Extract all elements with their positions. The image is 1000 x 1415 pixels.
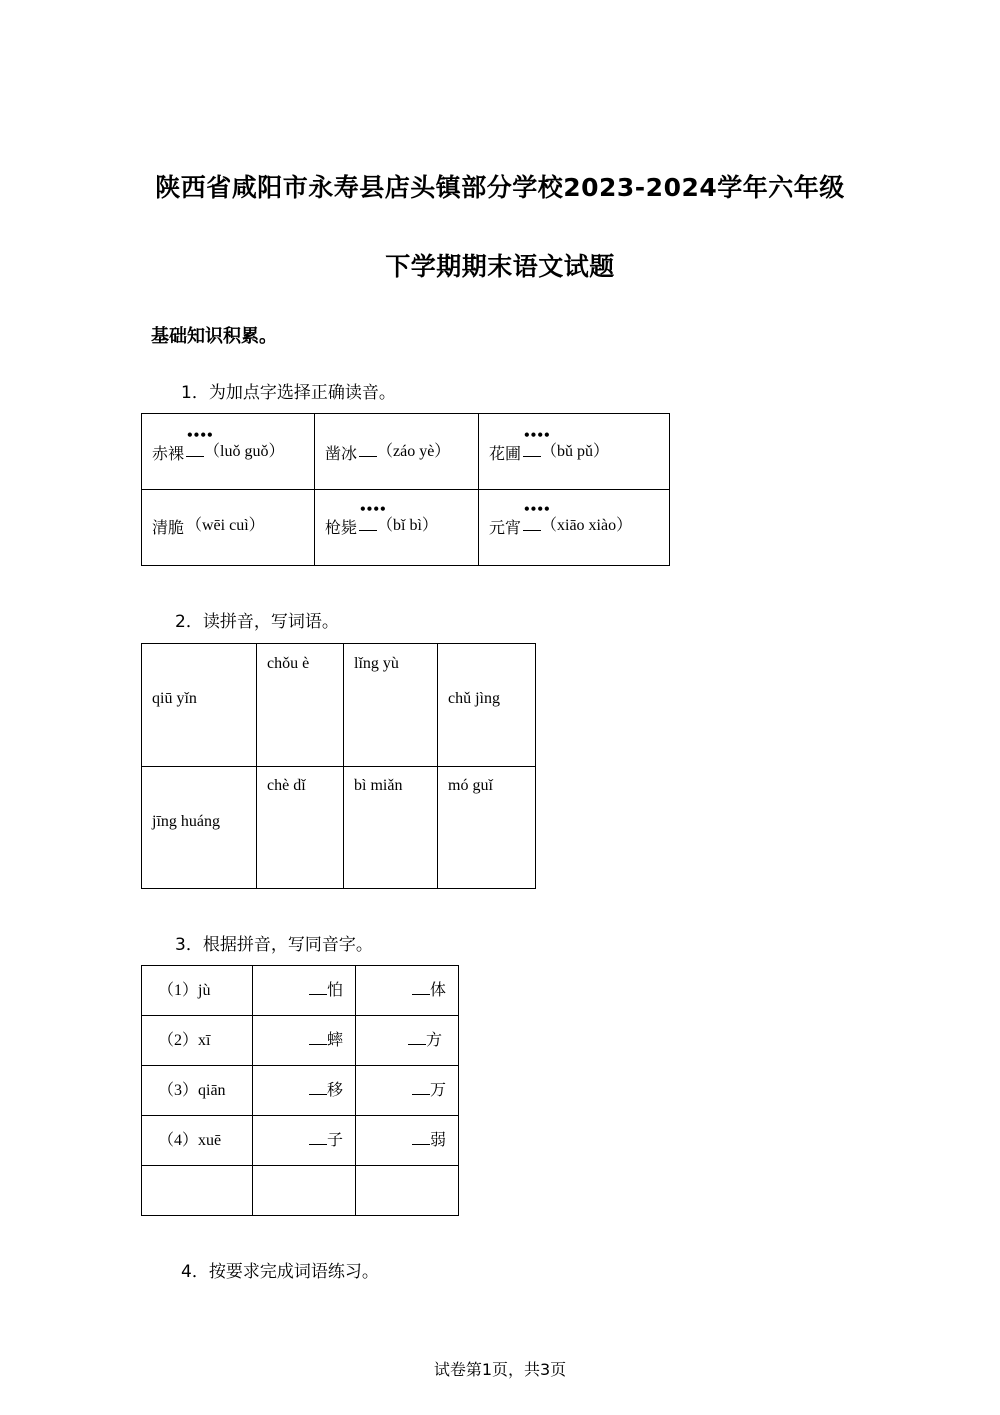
q3-answer-cell xyxy=(253,966,356,1016)
answer-blank[interactable] xyxy=(412,1130,430,1145)
title-line-2: 下学期期末语文试题 xyxy=(385,252,615,281)
q3-answer-cell xyxy=(253,1066,356,1116)
q2-cell xyxy=(344,644,438,767)
pinyin-word: bì miǎn xyxy=(354,777,403,794)
pinyin-word: chè dǐ xyxy=(267,777,306,794)
q3-answer-cell xyxy=(356,1116,459,1166)
pinyin-word: chǒu è xyxy=(267,655,310,672)
q3-label-cell xyxy=(142,1016,253,1066)
q3-char: 子 xyxy=(326,1130,343,1149)
q3-label-cell xyxy=(142,1066,253,1116)
page-footer: 试卷第1页，共3页 xyxy=(433,1360,567,1379)
q1-cell xyxy=(142,490,315,566)
q3-pinyin-label: （4）xuē xyxy=(158,1132,222,1149)
q2-cell xyxy=(438,767,536,889)
q1-prompt: 1．为加点字选择正确读音。 xyxy=(181,383,396,403)
q3-label-cell xyxy=(142,966,253,1016)
q3-pinyin-label: （1）jù xyxy=(158,982,211,999)
q1-word: 凿冰 xyxy=(325,444,358,463)
pinyin-word: lǐng yù xyxy=(354,655,399,672)
answer-blank[interactable] xyxy=(412,1080,430,1095)
q3-pinyin-label: （3）qiān xyxy=(158,1082,226,1099)
emphasis-dots-icon: •••• xyxy=(359,502,386,516)
q1-cell xyxy=(142,414,315,490)
q2-cell xyxy=(257,644,344,767)
answer-blank[interactable] xyxy=(309,1130,327,1145)
q3-answer-cell xyxy=(253,1116,356,1166)
q3-answer-cell xyxy=(356,1066,459,1116)
emphasis-dots-icon: •••• xyxy=(186,428,213,442)
q1-options: （záo yè） xyxy=(377,443,451,460)
q4-prompt: 4．按要求完成词语练习。 xyxy=(181,1262,379,1282)
q3-table xyxy=(141,965,459,1216)
q1-word: 清脆 xyxy=(152,518,185,537)
q1-table xyxy=(141,413,670,566)
q3-char: 方 xyxy=(425,1030,442,1049)
section-heading: 基础知识积累。 xyxy=(151,326,277,347)
q1-options: （xiāo xiào） xyxy=(541,517,633,534)
q3-answer-cell xyxy=(356,1016,459,1066)
q3-char: 怕 xyxy=(326,980,343,999)
q2-table xyxy=(141,643,536,889)
q2-cell xyxy=(142,644,257,767)
answer-blank[interactable] xyxy=(523,442,541,457)
q2-prompt: 2．读拼音，写词语。 xyxy=(175,612,339,632)
q1-word: 花圃 xyxy=(489,444,522,463)
q2-cell xyxy=(142,767,257,889)
q3-empty-cell xyxy=(253,1166,356,1216)
answer-blank[interactable] xyxy=(408,1030,426,1045)
answer-blank[interactable] xyxy=(359,442,377,457)
emphasis-dots-icon: •••• xyxy=(523,428,550,442)
answer-blank[interactable] xyxy=(309,1030,327,1045)
q2-cell xyxy=(344,767,438,889)
q3-char: 万 xyxy=(429,1080,446,1099)
answer-blank[interactable] xyxy=(186,442,204,457)
q2-cell xyxy=(257,767,344,889)
q3-char: 弱 xyxy=(429,1130,446,1149)
pinyin-word: mó guǐ xyxy=(448,777,493,794)
q3-label-cell xyxy=(142,1116,253,1166)
q3-answer-cell xyxy=(356,966,459,1016)
q3-pinyin-label: （2）xī xyxy=(158,1032,211,1049)
q1-cell xyxy=(479,490,670,566)
emphasis-dots-icon: •••• xyxy=(523,502,550,516)
q1-cell xyxy=(479,414,670,490)
q1-cell xyxy=(315,490,479,566)
q3-char: 蟀 xyxy=(326,1030,343,1049)
q3-empty-cell xyxy=(142,1166,253,1216)
answer-blank[interactable] xyxy=(309,1080,327,1095)
answer-blank[interactable] xyxy=(309,980,327,995)
q3-char: 体 xyxy=(429,980,446,999)
q3-prompt: 3．根据拼音，写同音字。 xyxy=(175,935,373,955)
q3-char: 移 xyxy=(326,1080,343,1099)
q3-answer-cell xyxy=(253,1016,356,1066)
q1-cell xyxy=(315,414,479,490)
q1-word: 枪毙 xyxy=(325,518,358,537)
q3-empty-cell xyxy=(356,1166,459,1216)
q1-options: （luǒ guǒ） xyxy=(204,443,285,460)
q1-word: 赤裸 xyxy=(152,444,185,463)
q1-options: （bǐ bì） xyxy=(377,517,438,534)
pinyin-word: jīng huáng xyxy=(152,813,220,830)
title-line-1: 陕西省咸阳市永寿县店头镇部分学校2023-2024学年六年级 xyxy=(155,173,845,202)
pinyin-word: qiū yǐn xyxy=(152,690,197,707)
q1-options: （bǔ pǔ） xyxy=(541,443,610,460)
answer-blank[interactable] xyxy=(412,980,430,995)
q2-cell xyxy=(438,644,536,767)
pinyin-word: chǔ jìng xyxy=(448,690,500,707)
answer-blank[interactable] xyxy=(523,516,541,531)
q1-word: 元宵 xyxy=(489,518,522,537)
q1-options: （wēi cuì） xyxy=(186,517,265,534)
answer-blank[interactable] xyxy=(359,516,377,531)
